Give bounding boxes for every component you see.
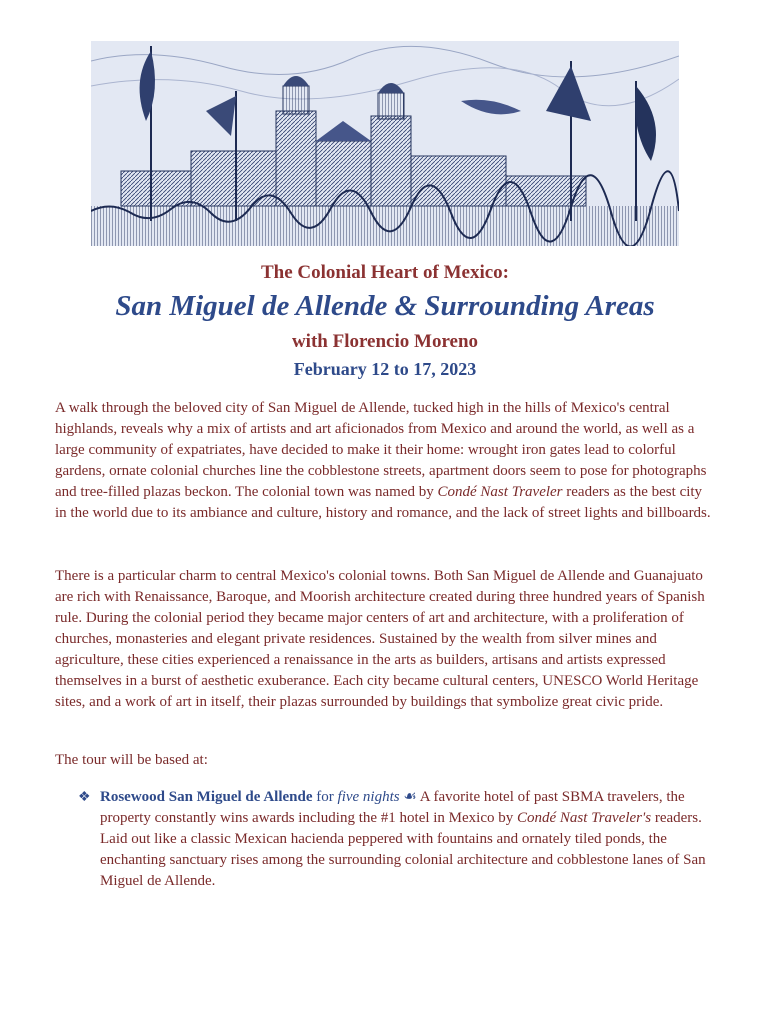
- intro-text-b: readers as the best city in the world due to its ambiance and culture, history and romance, and the lack of street lights and billboards.: [55, 484, 711, 521]
- hotel-publication: Condé Nast Traveler's: [517, 810, 652, 826]
- hotel-for: for: [312, 789, 338, 805]
- intro-text-a: A walk through the beloved city of San Miguel de Allende, tucked high in the hills of Mexico's central highlands, reveals why a mix of artists and art aficionados from Mexico and around the world, as well as a large community of expatriates, have decided to make it their home: wrought iron gates lead to colorful gardens, ornate colonial churches line the cobblestone streets, apartment doors seem to pose for photographs and tree-filled plazas beckon. The colonial town was named by: [55, 400, 707, 500]
- hotel-text-a: A favorite hotel of past SBMA travelers, the property constantly wins awards including the #1 hotel in Mexico by: [100, 789, 685, 826]
- host-line: with Florencio Moreno: [291, 331, 479, 352]
- hotel-nights: five nights: [337, 789, 400, 805]
- tour-based-at-line: The tour will be based at:: [55, 752, 208, 768]
- subtitle-kicker: The Colonial Heart of Mexico:: [260, 262, 509, 283]
- hotel-list-item: [78, 787, 718, 892]
- colonial-towns-paragraph: There is a particular charm to central Mexico's colonial towns. Both San Miguel de Allende and Guanajuato are rich with Renaissance, Baroque, and Moorish architecture created during three hundred years of Spanish rule. During the colonial period they became major centers of art and architecture, with a proliferation of churches, monasteries and elegant private residences. Sustained by the wealth from silver mines and agriculture, these cities experienced a renaissance in the arts as builders, artisans and artists expressed themselves in a burst of aesthetic exuberance. Each city became cultural centers, UNESCO World Heritage sites, and a work of art in itself, their plazas surrounded by buildings that symbolize great civic pride.: [55, 568, 705, 710]
- page-title: San Miguel de Allende & Surrounding Areas: [115, 290, 655, 322]
- tour-dates: February 12 to 17, 2023: [293, 359, 477, 379]
- hotel-description: [100, 787, 718, 892]
- hotel-name: Rosewood San Miguel de Allende: [100, 789, 313, 805]
- floral-separator-icon: ☙: [399, 789, 420, 805]
- intro-paragraph: [55, 398, 717, 524]
- hero-engraving-image: [91, 41, 679, 246]
- intro-publication: Condé Nast Traveler: [437, 484, 563, 500]
- diamond-bullet-icon: ❖: [78, 790, 91, 805]
- plaza-engraving-illustration: [91, 41, 679, 246]
- hotel-text-b: readers. Laid out like a classic Mexican hacienda peppered with fountains and ornately tiled ponds, the enchanting sanctuary rises among the surrounding colonial architecture and cobblestone lanes of San Miguel de Allende.: [100, 810, 706, 889]
